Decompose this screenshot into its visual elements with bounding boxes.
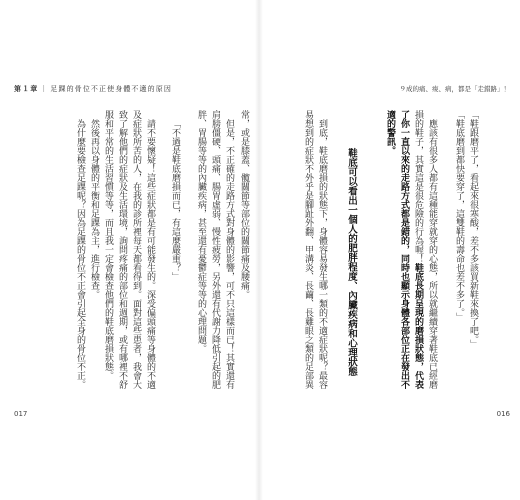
emphasized-text: 適的警訊。 <box>385 110 395 155</box>
regular-text: 損的鞋子，其實這是很危險的行為喔！ <box>413 110 423 263</box>
running-head-separator: ｜ <box>40 85 49 93</box>
paragraph-line <box>398 110 410 389</box>
left-running-head <box>14 85 172 94</box>
right-running-head: ９成的痛、痠、病，都是「走錯路」！ <box>399 85 510 93</box>
right-page-number: 016 <box>496 410 510 418</box>
paragraph-line: 服和平常的生活習慣等等，而且我一定會檢查他們的鞋底磨損狀態。 <box>103 110 113 380</box>
paragraph-line: 然後再以身體的平衡和足踝為主，進行檢查。 <box>89 119 99 299</box>
paragraph-line: 為什麼要檢查足踝呢？因為足踝的骨位不正會引起全身的骨位不正。 <box>75 119 85 389</box>
paragraph-line <box>426 119 438 389</box>
quote-line: 「鞋跟磨平了，看起來很寒酸，差不多該買新鞋來換了吧。」 <box>468 110 478 349</box>
quote-line: 「鞋底磨到都快要穿了，這雙鞋的壽命也差不多了。」 <box>454 110 464 322</box>
paragraph-line: 肩膀僵硬、頭痛、腸胃虛弱、慢性疲勞，另外還有代謝力降低引起的肥 <box>210 110 220 389</box>
quote-line: 「不過是鞋底磨損而已，有這麼嚴重？」 <box>170 119 180 281</box>
paragraph-line: 胖、胃腸等等的內臟疾病，甚至還有憂鬱症等等的心理問題。 <box>196 110 206 353</box>
chapter-label: 第１章 <box>14 85 39 93</box>
paragraph-line <box>412 110 424 389</box>
section-heading: 鞋底可以看出一個人的肥胖程度、內臟疾病和心理狀態 <box>346 148 357 376</box>
paragraph-line: 及症狀所苦的人，在我的診所裡每天都看得到。面對這些患者，我會大 <box>131 110 141 389</box>
left-page-number: 017 <box>14 410 28 418</box>
paragraph-line: 請不要懷疑！這些症狀都是有可能發生的。深受偏頭痛等身體的不適 <box>145 119 155 389</box>
paragraph-line: 到底，鞋底磨損的狀態下，身體容易發生哪一類的不適症狀呢？最容 <box>317 119 327 389</box>
regular-text: 應該有很多人都有這種能穿就穿的心態，所以就繼續穿著鞋底已經磨 <box>427 119 437 389</box>
paragraph-line: 但是，不正確的走路方式對身體的影響，可不只這樣而已！其實還有 <box>224 119 234 389</box>
paragraph-line: 易想到的症狀不外乎是腳趾外翻、甲溝炎、長繭、長雞眼之類的足部異 <box>303 110 313 389</box>
paragraph-line: 致了解他們的症狀及生活環境，詢問疼痛的部位和週期，或有哪裡不舒 <box>117 110 127 389</box>
emphasized-text: 了你一直以來的走路方式都是錯的，同時也顯示身體各部位正在發出不 <box>399 110 409 389</box>
chapter-title: 足踝的骨位不正使身體不適的原因 <box>50 85 172 93</box>
paragraph-line <box>384 110 396 155</box>
paragraph-line: 常，或是膝蓋、髖關節等部位的關節痛及腰痛。 <box>239 110 249 299</box>
emphasized-text: 鞋底長期呈現的磨損狀態，代表 <box>413 263 423 389</box>
page-gutter <box>255 0 263 500</box>
